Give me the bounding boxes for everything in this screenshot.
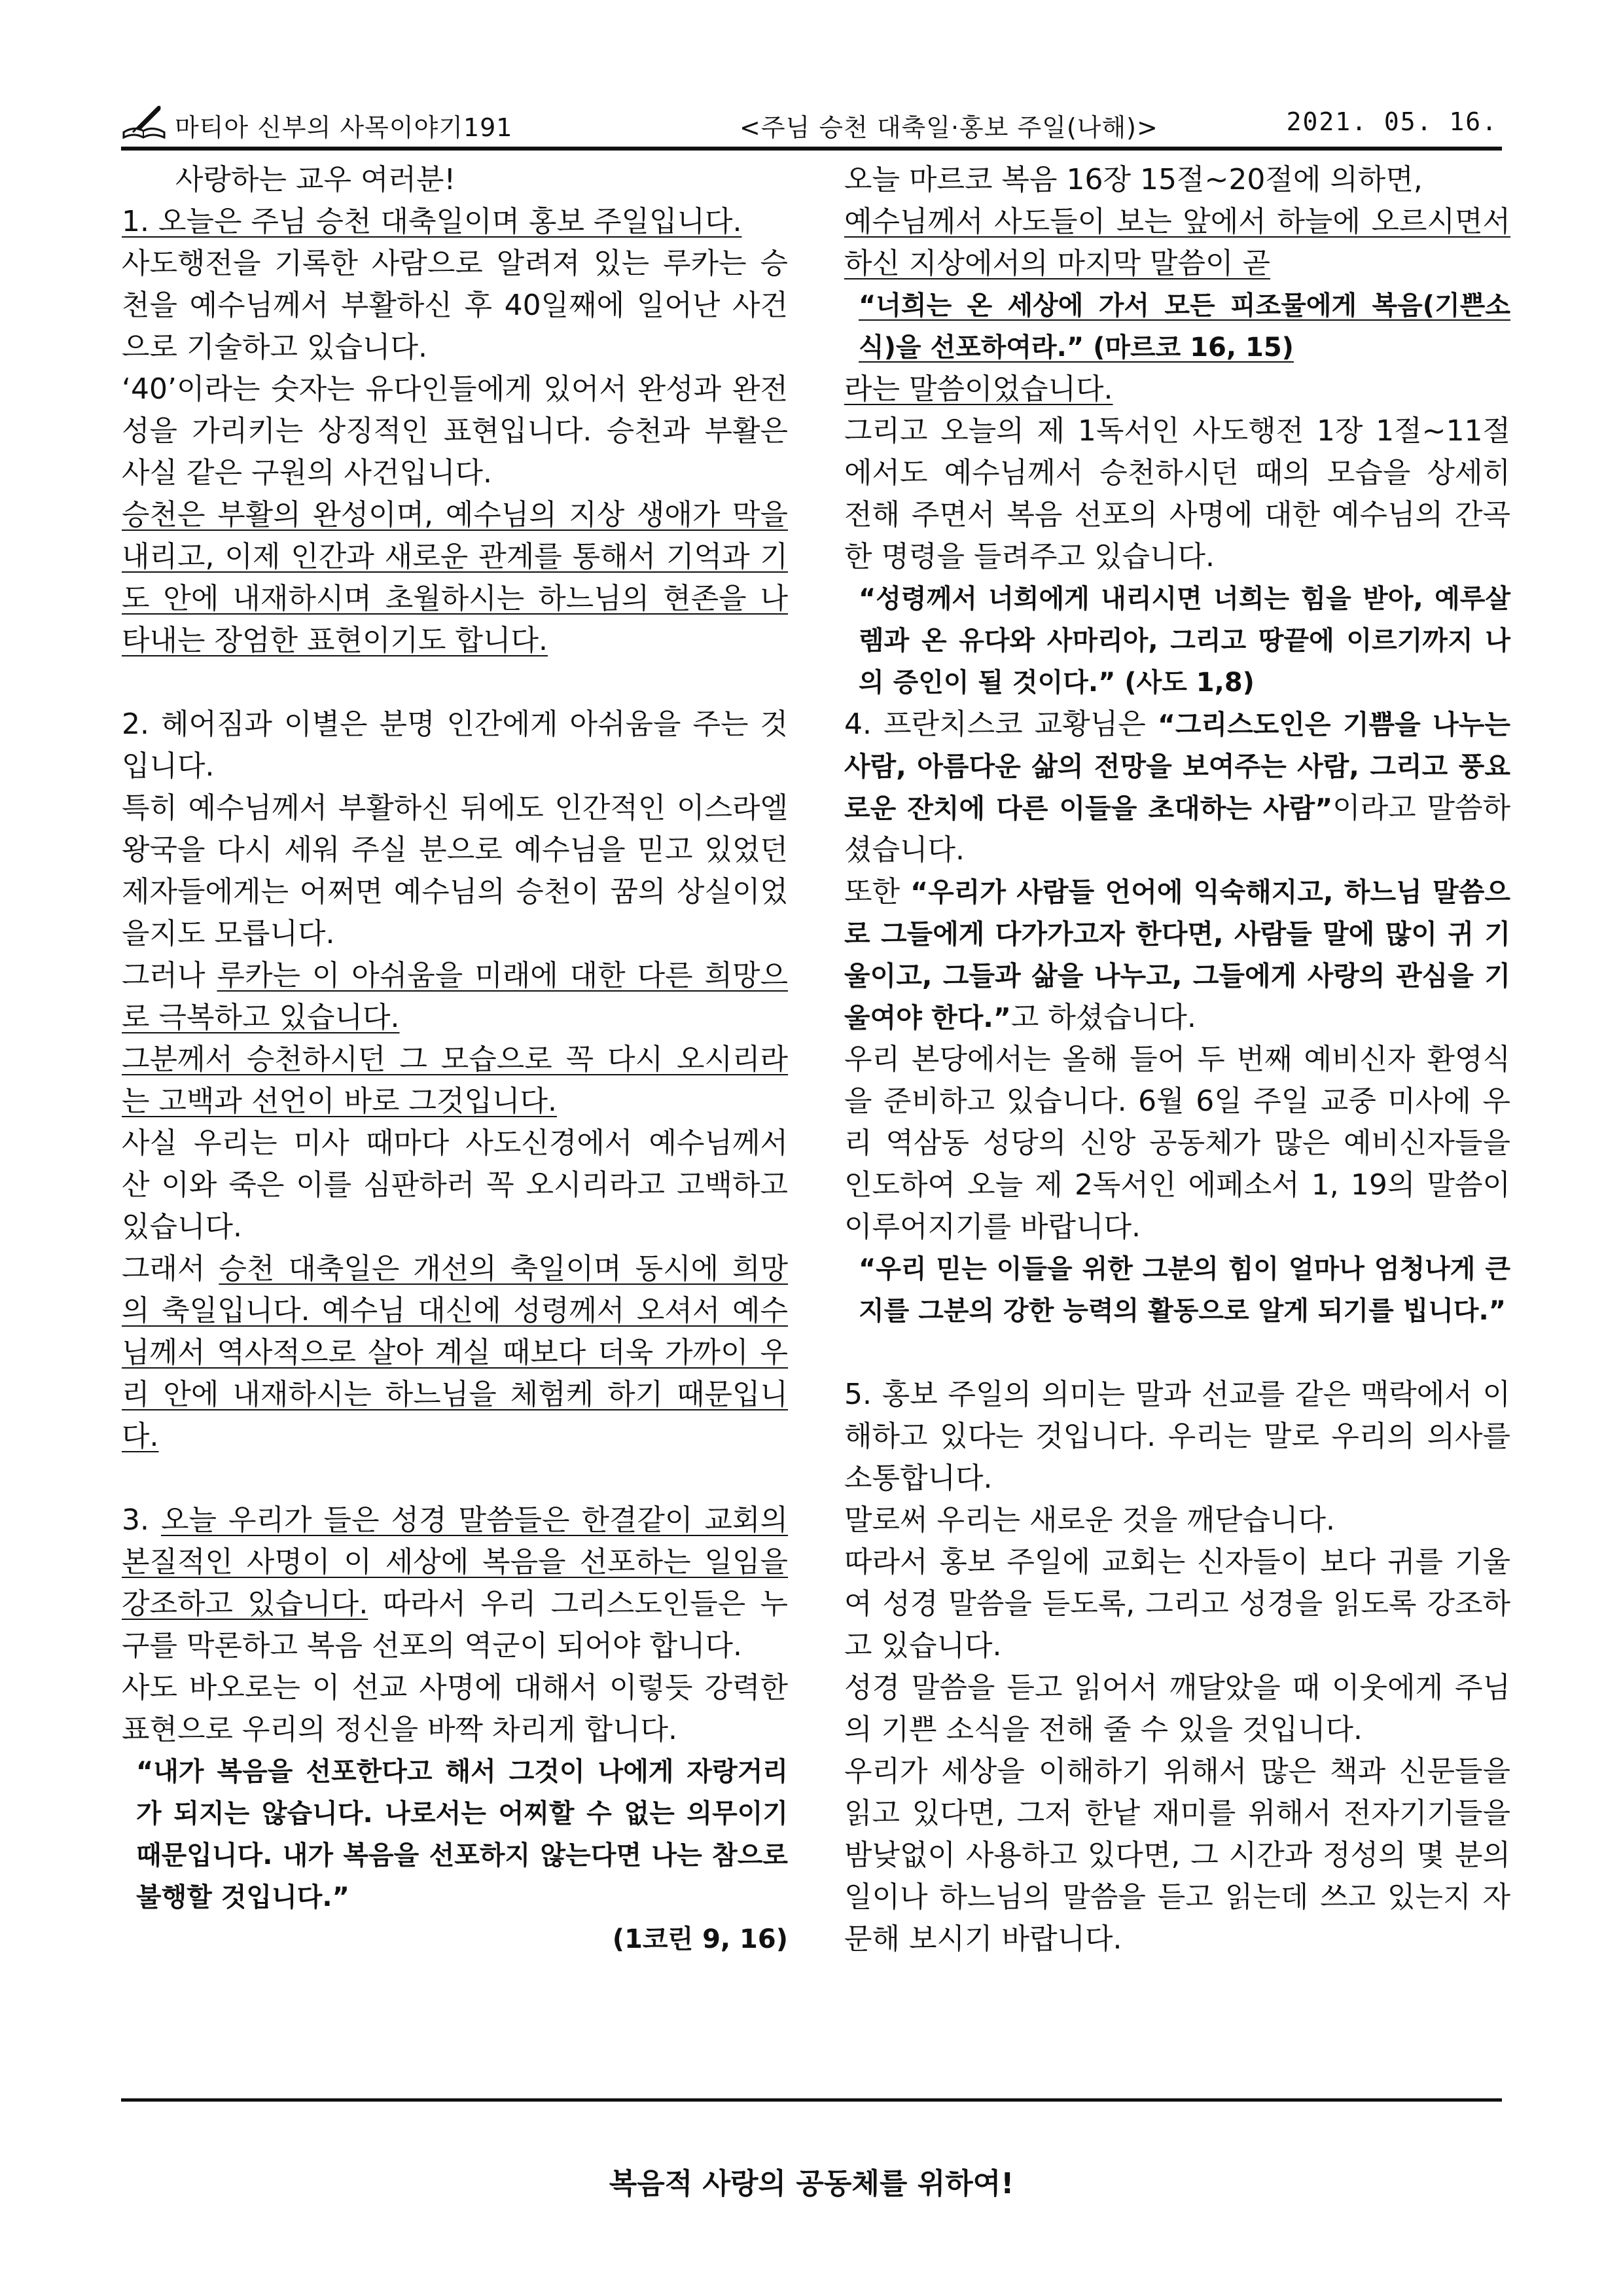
underlined-text: 그분께서 승천하시던 그 모습으로 꼭 다시 오시리라는 고백과 선언이 바로 그것입니다. [122,1043,788,1118]
section-5-paragraph: 따라서 홍보 주일에 교회는 신자들이 보다 귀를 기울여 성경 말씀을 듣도록, 그리고 성경을 읽도록 강조하고 있습니다. [844,1545,1510,1662]
section-4-paragraph [844,871,1510,1039]
plain-text: 또한 [844,875,911,908]
section-5-paragraph: 5. 홍보 주일의 의미는 말과 선교를 같은 맥락에서 이해하고 있다는 것입니다. 우리는 말로 우리의 의사를 소통합니다. [844,1378,1510,1495]
section-3-paragraph [122,1499,788,1667]
underlined-text: 오늘 우리가 들은 성경 말씀들은 한결같이 교회의 본질적인 사명이 이 세상에 복음을 선포하는 일임을 강조하고 있습니다. [122,1503,789,1621]
section-5-paragraph: 말로써 우리는 새로운 것을 깨닫습니다. [844,1503,1335,1537]
underlined-text: 루카는 이 아쉬움을 미래에 대한 다른 희망으로 극복하고 있습니다. [122,959,788,1034]
scripture-quote: “성령께서 너희에게 내리시면 너희는 힘을 받아, 예루살렘과 온 유다와 사마리아, 그리고 땅끝에 이르기까지 나의 증인이 될 것이다.” (사도 1,8) [859,584,1510,698]
section-5-paragraph: 우리가 세상을 이해하기 위해서 많은 책과 신문들을 읽고 있다면, 그저 한낱 재미를 위해서 전자기기들을 밤낮없이 사용하고 있다면, 그 시간과 정성의 몇 분의 일이나 하느님의 말씀을 듣고 읽는데 쓰고 있는지 자문해 보시기 바랍니다. [844,1755,1510,1956]
underlined-text: 예수님께서 사도들이 보는 앞에서 하늘에 오르시면서 하신 지상에서의 마지막 말씀이 곧 [844,205,1510,280]
right-column [844,159,1510,1960]
underlined-text: 승천은 부활의 완성이며, 예수님의 지상 생애가 막을 내리고, 이제 인간과 새로운 관계를 통해서 기억과 기도 안에 내재하시며 초월하시는 하느님의 현존을 나타내는 장엄한 표현이기도 합니다. [122,498,788,657]
scripture-quote: “내가 복음을 선포한다고 해서 그것이 나에게 자랑거리가 되지는 않습니다. 나로서는 어찌할 수 없는 의무이기 때문입니다. 내가 복음을 선포하지 않는다면 나는 참으로 불행할 것입니다.” [136,1757,788,1912]
newsletter-title: 마티아 신부의 사목이야기191 [175,113,513,142]
section-2-paragraph: 특히 예수님께서 부활하신 뒤에도 인간적인 이스라엘 왕국을 다시 세워 주실 분으로 예수님을 믿고 있었던 제자들에게는 어쩌면 예수님의 승천이 꿈의 상실이었을지도 모릅니다. [122,791,788,950]
issue-date: 2021. 05. 16. [1286,107,1498,136]
section-4-paragraph: 우리 본당에서는 올해 들어 두 번째 예비신자 환영식을 준비하고 있습니다. 6월 6일 주일 교중 미사에 우리 역삼동 성당의 신앙 공동체가 많은 예비신자들을 인도하여 오늘 제 2독서인 에페소서 1, 19의 말씀이 이루어지기를 바랍니다. [844,1043,1511,1244]
left-column [122,159,788,1960]
section-1-title [122,201,788,243]
section-2-paragraph: 사실 우리는 미사 때마다 사도신경에서 예수님께서 산 이와 죽은 이를 심판하러 꼭 오시리라고 고백하고 있습니다. [122,1126,788,1244]
section-1-continued [844,368,1510,410]
plain-text: 3. [122,1503,161,1537]
underlined-text: 라는 말씀이었습니다. [844,372,1113,406]
scripture-quote [844,285,1510,368]
section-1-title-text: 1. 오늘은 주님 승천 대축일이며 홍보 주일입니다. [122,205,742,238]
underlined-text: 승천 대축일은 개선의 축일이며 동시에 희망의 축일입니다. 예수님 대신에 성령께서 오셔서 예수님께서 역사적으로 살아 계실 때보다 더욱 가까이 우리 안에 내재하시는 하느님을 체험케 하기 때문입니다. [122,1252,788,1453]
section-2-paragraph [122,1248,788,1458]
footer-motto: 복음적 사랑의 공동체를 위하여! [609,2167,1014,2200]
quill-book-icon [121,102,167,141]
section-1-continued [844,201,1510,285]
section-1-continued: 그리고 오늘의 제 1독서인 사도행전 1장 1절~11절에서도 예수님께서 승천하시던 때의 모습을 상세히 전해 주면서 복음 선포의 사명에 대한 예수님의 간곡한 명령을 들려주고 있습니다. [844,414,1510,573]
plain-text: 고 하셨습니다. [1010,1001,1196,1034]
section-5-paragraph: 성경 말씀을 듣고 읽어서 깨달았을 때 이웃에게 주님의 기쁜 소식을 전해 줄 수 있을 것입니다. [844,1671,1510,1746]
section-4-paragraph [844,704,1510,871]
section-2-paragraph: 2. 헤어짐과 이별은 분명 인간에게 아쉬움을 주는 것입니다. [122,708,788,783]
section-1-paragraph: ‘40’이라는 숫자는 유다인들에게 있어서 완성과 완전성을 가리키는 상징적인 표현입니다. 승천과 부활은 사실 같은 구원의 사건입니다. [122,372,788,490]
plain-text: 따라서 우리 그리스도인들은 누구를 막론하고 복음 선포의 역군이 되어야 합니다. [122,1587,788,1662]
plain-text: 4. 프란치스코 교황님은 [844,708,1158,741]
footer-divider [121,2098,1502,2102]
section-3-paragraph: 사도 바오로는 이 선교 사명에 대해서 이렇듯 강력한 표현으로 우리의 정신을 바짝 차리게 합니다. [122,1671,788,1746]
greeting: 사랑하는 교우 여러분! [175,163,456,196]
plain-text: 그러나 [122,959,217,992]
underlined-quote: “너희는 온 세상에 가서 모든 피조물에게 복음(기쁜소식)을 선포하여라.” (마르코 16, 15) [859,291,1510,363]
section-1-continued: 오늘 마르코 복음 16장 15절~20절에 의하면, [844,163,1423,196]
section-2-paragraph [122,1039,788,1122]
bold-quote: “그리스도인은 기쁨을 나누는 사람, 아름다운 삶의 전망을 보여주는 사람, 그리고 풍요로운 잔치에 다른 이들을 초대하는 사람” [844,709,1511,824]
section-1-paragraph [122,494,788,662]
header-divider [121,147,1502,151]
section-1-paragraph: 사도행전을 기록한 사람으로 알려져 있는 루카는 승천을 예수님께서 부활하신 후 40일째에 일어난 사건으로 기술하고 있습니다. [122,247,788,364]
plain-text: 이라고 말씀하셨습니다. [844,791,1510,867]
liturgy-subtitle: <주님 승천 대축일·홍보 주일(나해)> [740,113,1158,142]
scripture-reference: (1코린 9, 16) [612,1924,788,1954]
page-header [121,98,1502,151]
bold-quote: “우리가 사람들 언어에 익숙해지고, 하느님 말씀으로 그들에게 다가가고자 한다면, 사람들 말에 많이 귀 기울이고, 그들과 삶을 나누고, 그들에게 사랑의 관심을 기울여야 한다.” [844,876,1511,1033]
section-2-paragraph [122,955,788,1039]
scripture-quote: “우리 믿는 이들을 위한 그분의 힘이 얼마나 엄청나게 큰지를 그분의 강한 능력의 활동으로 알게 되기를 빕니다.” [859,1254,1510,1326]
plain-text: 그래서 [122,1252,219,1285]
